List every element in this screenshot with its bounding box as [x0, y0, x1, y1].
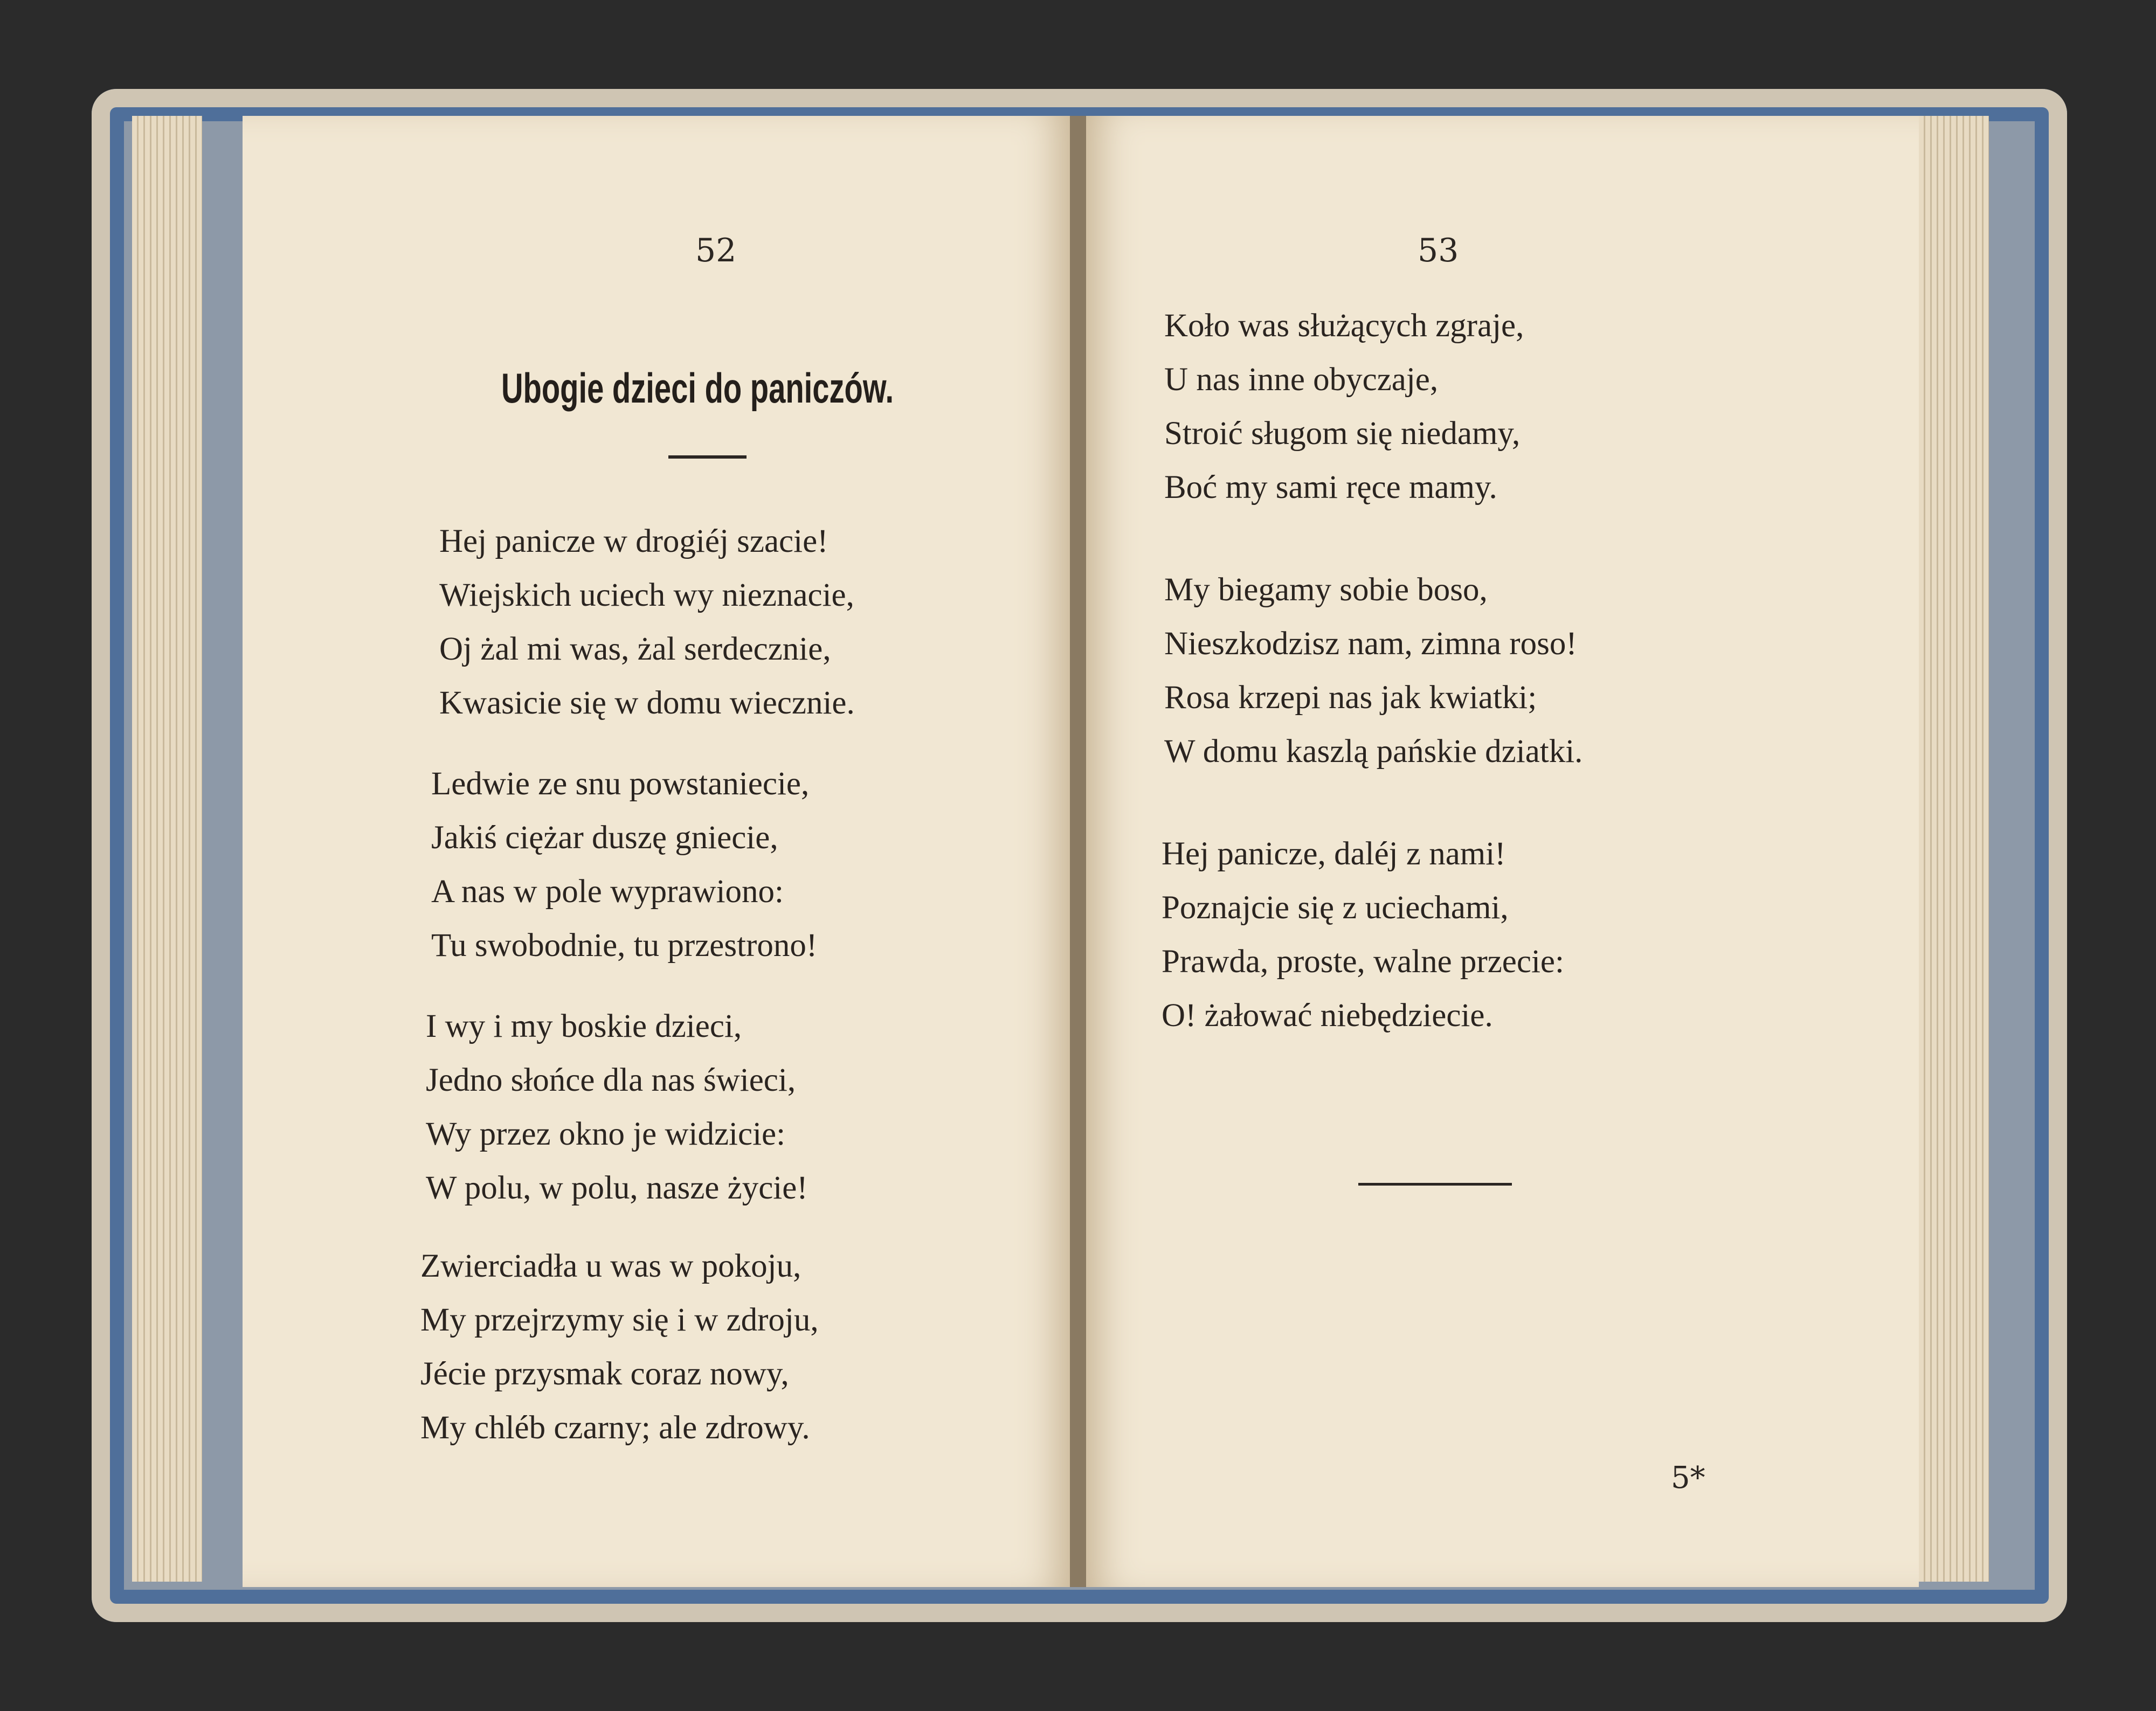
stanza-left-2 — [431, 757, 817, 973]
stanza-left-3 — [426, 1000, 808, 1215]
verse-line: Wy przez okno je widzicie: — [426, 1116, 786, 1152]
verse-line: Zwierciadła u was w pokoju, — [420, 1248, 801, 1284]
verse-line: A nas w pole wyprawiono: — [431, 874, 784, 910]
stanza-right-2 — [1164, 563, 1583, 779]
signature-mark: 5* — [1671, 1460, 1705, 1495]
verse-line: Stroić sługom się niedamy, — [1164, 415, 1521, 452]
verse-line: Koło was służących zgraje, — [1164, 308, 1524, 344]
verse-line: Hej panicze, daléj z nami! — [1162, 836, 1506, 872]
verse-line: I wy i my boskie dzieci, — [426, 1008, 742, 1044]
verse-line: Poznajcie się z uciechami, — [1162, 890, 1509, 926]
verse-line: Jakiś ciężar duszę gniecie, — [431, 820, 778, 856]
title-rule — [668, 455, 747, 459]
end-rule — [1358, 1183, 1512, 1186]
verse-line: O! żałować niebędziecie. — [1162, 997, 1493, 1034]
verse-line: Nieszkodzisz nam, zimna roso! — [1164, 626, 1577, 662]
verse-line: W polu, w polu, nasze życie! — [426, 1170, 808, 1206]
verse-line: Oj żal mi was, żal serdecznie, — [439, 631, 831, 667]
page-edges-right — [1919, 116, 1989, 1582]
verse-line: Jedno słońce dla nas świeci, — [426, 1062, 796, 1098]
verse-line: Rosa krzepi nas jak kwiatki; — [1164, 680, 1537, 716]
book-gutter — [1070, 116, 1086, 1587]
page-number-right: 53 — [1418, 232, 1459, 269]
verse-line: Prawda, proste, walne przecie: — [1162, 944, 1564, 980]
verse-line: W domu kaszlą pańskie dziatki. — [1164, 733, 1583, 770]
stanza-left-1 — [439, 515, 855, 730]
poem-title: Ubogie dzieci do paniczów. — [501, 364, 894, 412]
verse-line: Kwasicie się w domu wiecznie. — [439, 685, 855, 721]
verse-line: Boć my sami ręce mamy. — [1164, 469, 1497, 505]
verse-line: My biegamy sobie boso, — [1164, 572, 1488, 608]
verse-line: My chléb czarny; ale zdrowy. — [420, 1410, 810, 1446]
verse-line: Hej panicze w drogiéj szacie! — [439, 523, 828, 559]
stanza-left-4 — [420, 1239, 819, 1455]
verse-line: My przejrzymy się i w zdroju, — [420, 1302, 819, 1338]
stanza-right-1 — [1164, 299, 1524, 515]
verse-line: Ledwie ze snu powstaniecie, — [431, 766, 810, 802]
verse-line: U nas inne obyczaje, — [1164, 362, 1439, 398]
verse-line: Tu swobodnie, tu przestrono! — [431, 927, 818, 964]
verse-line: Wiejskich uciech wy nieznacie, — [439, 577, 854, 613]
page-number-left: 52 — [695, 232, 737, 269]
page-edges-left — [132, 116, 202, 1582]
verse-line: Jécie przysmak coraz nowy, — [420, 1356, 789, 1392]
stanza-right-3 — [1162, 827, 1564, 1043]
